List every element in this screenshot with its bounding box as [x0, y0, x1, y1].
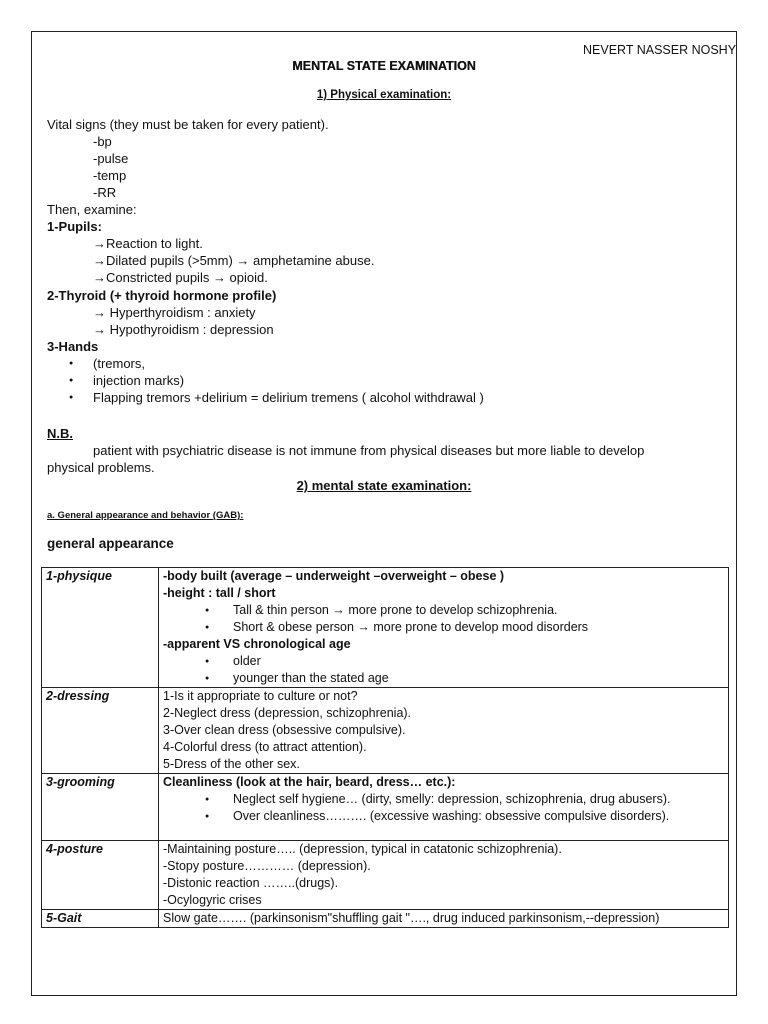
grooming-bullets [163, 791, 724, 825]
physique-bullets [163, 602, 724, 636]
general-appearance-table [41, 567, 729, 928]
pupils-item: →Reaction to light. [93, 236, 203, 251]
row-label-gait: 5-Gait [42, 910, 159, 928]
nb-line1: patient with psychiatric disease is not immune from physical diseases but more liable to develop [93, 443, 645, 458]
list-item: ● Short & obese person → more prone to develop mood disorders [163, 619, 724, 636]
row-label-physique: 1-physique [42, 568, 159, 688]
row-content-grooming [159, 774, 729, 841]
row-label-posture: 4-posture [42, 841, 159, 910]
hands-heading: 3-Hands [47, 339, 99, 354]
thyroid-item: → Hypothyroidism : depression [93, 322, 274, 337]
posture-line: -Maintaining posture….. (depression, typical in catatonic schizophrenia). [163, 842, 562, 856]
row-content-gait: Slow gate……. (parkinsonism"shuffling gait "…., drug induced parkinsonism,--depression) [159, 910, 729, 928]
list-item: ● Over cleanliness………. (excessive washing: obsessive compulsive disorders). [163, 808, 724, 825]
row-content-dressing [159, 688, 729, 774]
thyroid-item: → Hyperthyroidism : anxiety [93, 305, 256, 320]
vital-rr: -RR [93, 185, 117, 200]
posture-line: -Stopy posture………… (depression). [163, 859, 371, 873]
row-label-dressing: 2-dressing [42, 688, 159, 774]
then-examine: Then, examine: [47, 202, 137, 217]
vital-temp: -temp [93, 168, 127, 183]
nb-line2: physical problems. [47, 460, 155, 475]
general-appearance-heading: general appearance [47, 536, 174, 551]
vitals-intro: Vital signs (they must be taken for every patient). [47, 117, 329, 132]
table-row [42, 568, 729, 688]
physique-bullets [163, 653, 724, 687]
dressing-line: 4-Colorful dress (to attract attention). [163, 740, 367, 754]
thyroid-heading: 2-Thyroid (+ thyroid hormone profile) [47, 288, 277, 303]
dressing-line: 5-Dress of the other sex. [163, 757, 300, 771]
section1-heading: 1) Physical examination: [316, 89, 452, 101]
row-content-physique [159, 568, 729, 688]
pupils-heading: 1-Pupils: [47, 219, 102, 234]
list-item: ● Tall & thin person → more prone to develop schizophrenia. [163, 602, 724, 619]
page-title: MENTAL STATE EXAMINATION [292, 59, 476, 73]
vital-pulse: -pulse [93, 151, 129, 166]
grooming-line: Cleanliness (look at the hair, beard, dress… etc.): [163, 775, 456, 789]
nb-label: N.B. [47, 426, 73, 441]
list-item: ● injection marks) [69, 372, 484, 389]
author-name: NEVERT NASSER NOSHY [583, 43, 737, 57]
vital-bp: -bp [93, 134, 112, 149]
posture-line: -Distonic reaction ……..(drugs). [163, 876, 339, 890]
posture-line: -Ocylogyric crises [163, 893, 262, 907]
list-item: ● older [163, 653, 724, 670]
dressing-line: 3-Over clean dress (obsessive compulsive). [163, 723, 406, 737]
table-row [42, 910, 729, 928]
dressing-line: 2-Neglect dress (depression, schizophrenia). [163, 706, 412, 720]
physique-line: -apparent VS chronological age [163, 637, 351, 651]
table-row [42, 688, 729, 774]
pupils-item: →Dilated pupils (>5mm) → amphetamine abuse. [93, 253, 375, 268]
physique-line: -body built (average – underweight –overweight – obese ) [163, 569, 505, 583]
row-label-grooming: 3-grooming [42, 774, 159, 841]
list-item: ● Neglect self hygiene… (dirty, smelly: depression, schizophrenia, drug abusers). [163, 791, 724, 808]
section2-heading: 2) mental state examination: [296, 478, 472, 493]
table-row [42, 774, 729, 841]
gab-subheading: a. General appearance and behavior (GAB): [47, 510, 244, 521]
list-item: ● Flapping tremors +delirium = delirium tremens ( alcohol withdrawal ) [69, 389, 484, 406]
hands-list [69, 355, 484, 406]
table-row [42, 841, 729, 910]
dressing-line: 1-Is it appropriate to culture or not? [163, 689, 358, 703]
list-item: ● younger than the stated age [163, 670, 724, 687]
physique-line: -height : tall / short [163, 586, 276, 600]
pupils-item: →Constricted pupils → opioid. [93, 270, 268, 285]
row-content-posture [159, 841, 729, 910]
list-item: ● (tremors, [69, 355, 484, 372]
